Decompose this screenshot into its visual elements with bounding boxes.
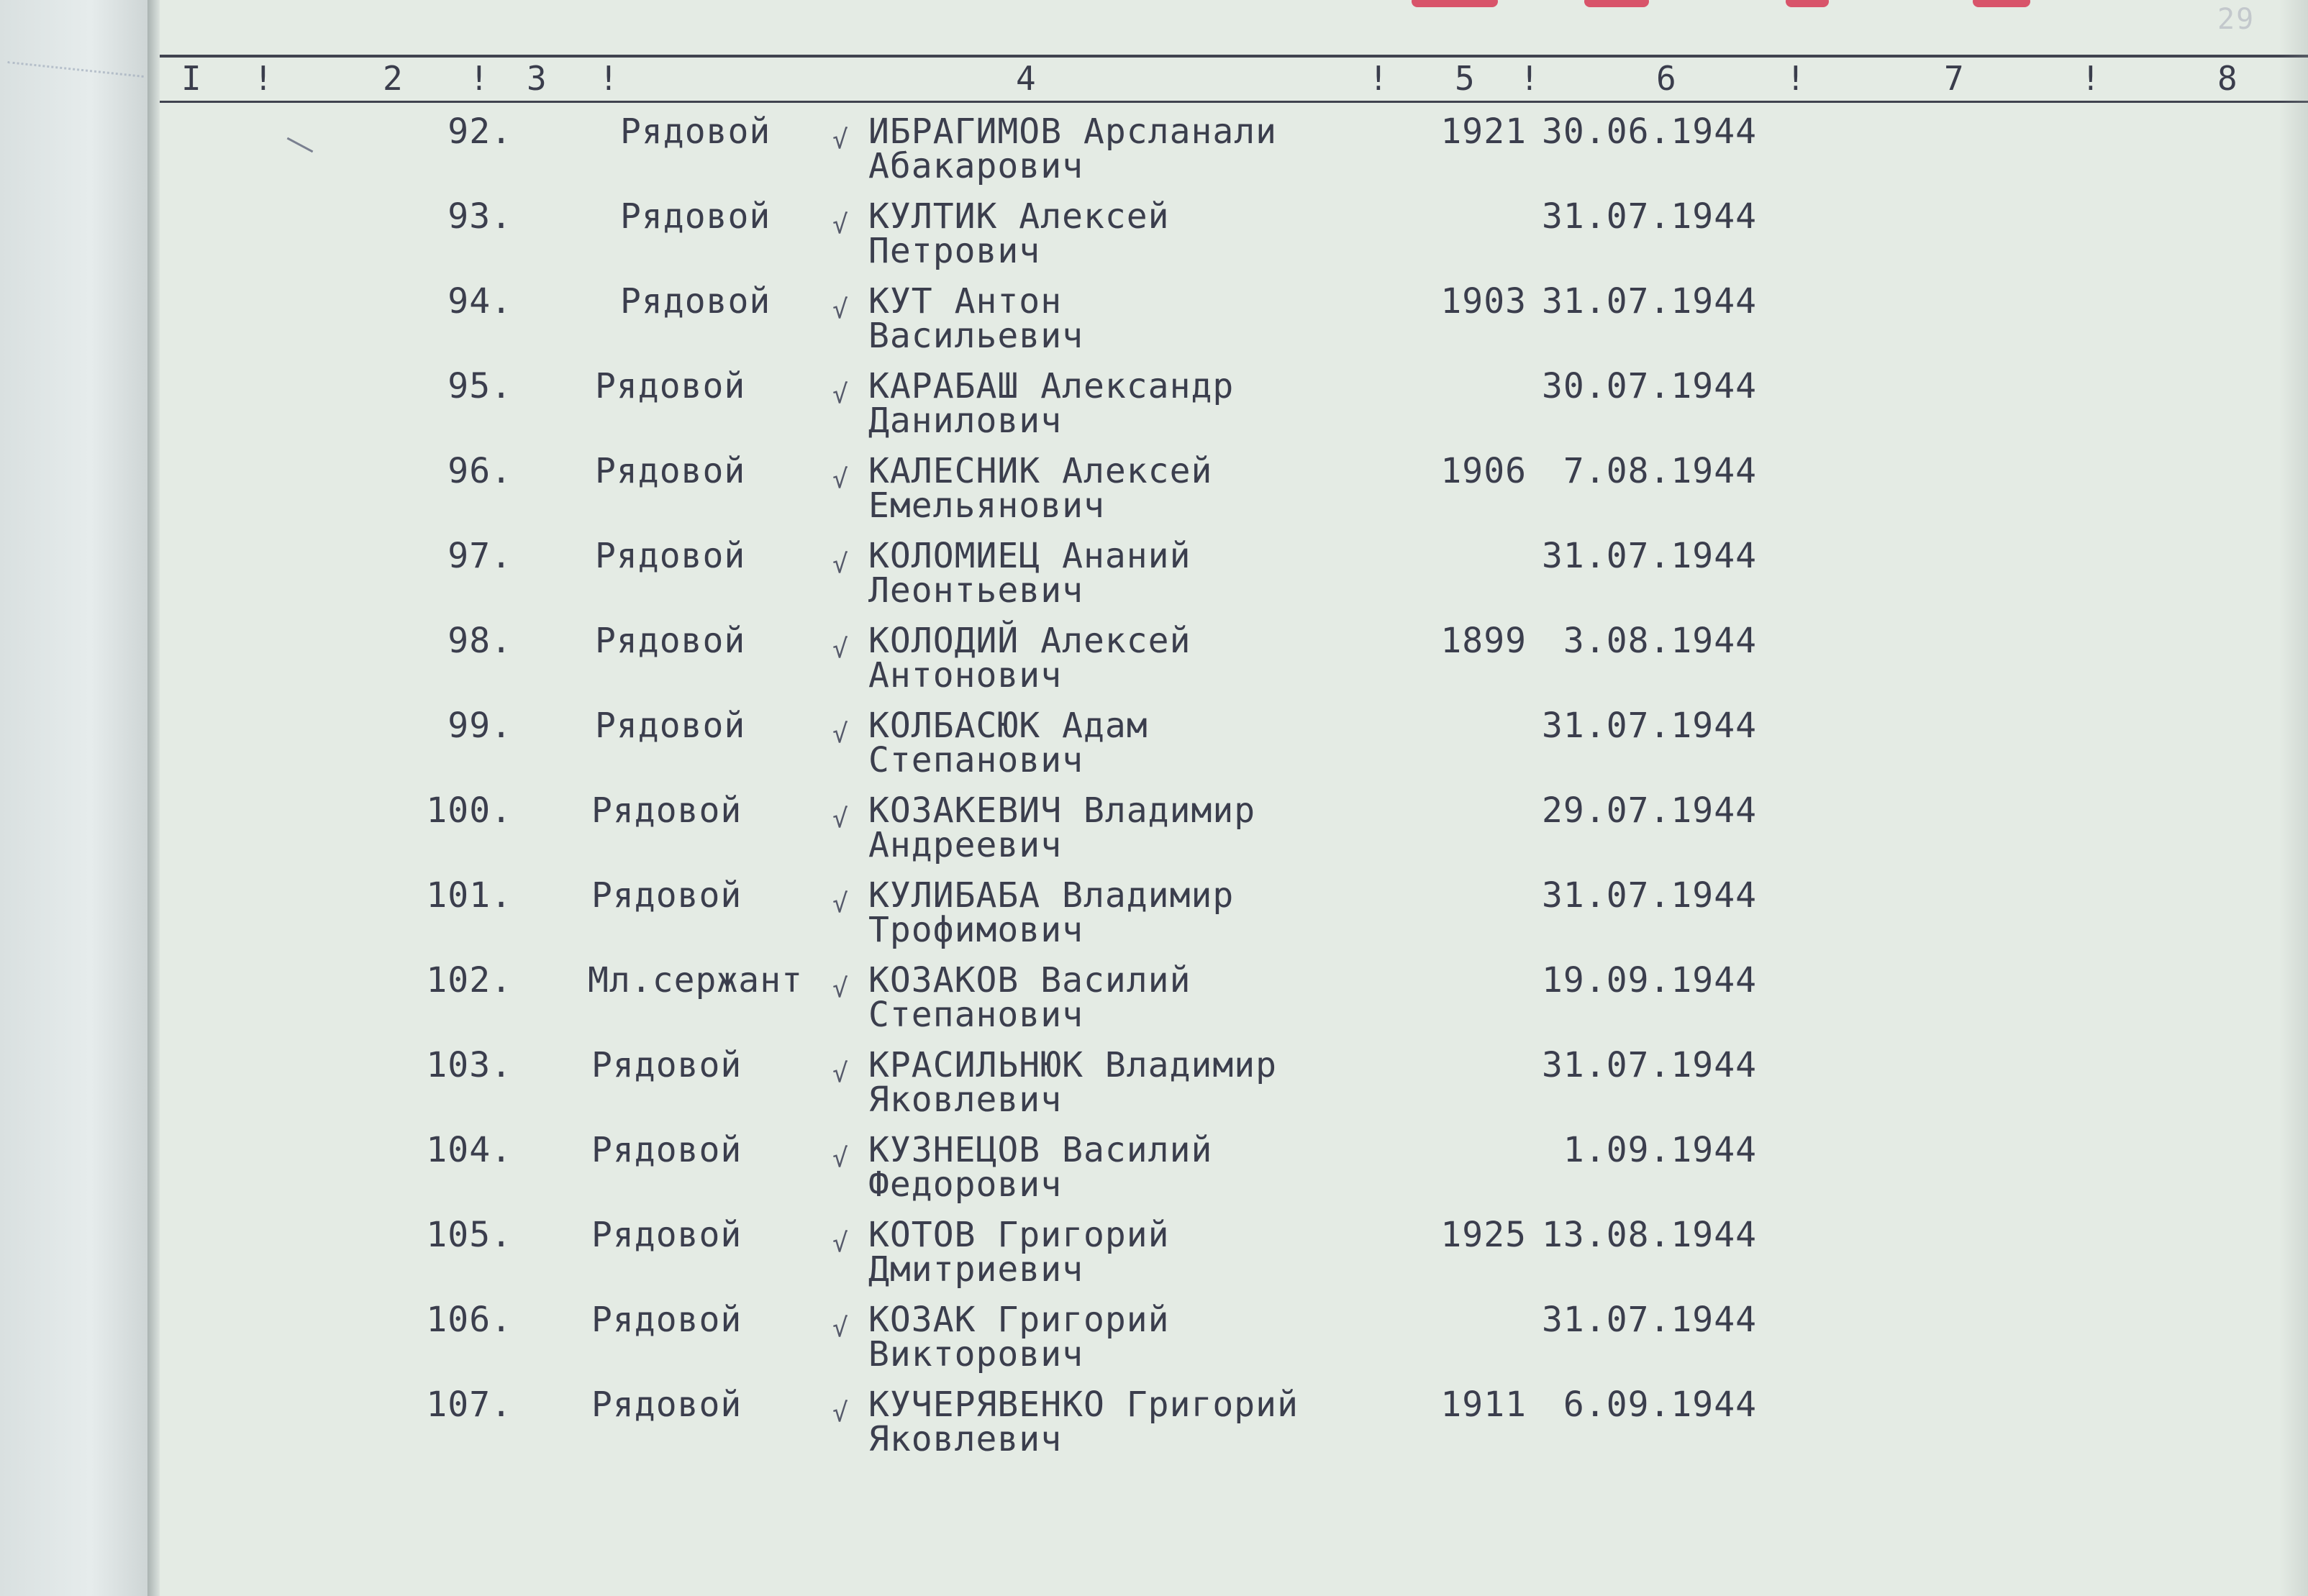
checkmark-icon: √ [832,889,849,918]
col-8-mark: 8 [2217,59,2237,98]
page-edge-shadow [2279,0,2308,1596]
record-row [160,1217,2308,1302]
record-date: 7.08.1944 [1563,451,1757,491]
record-rank: Рядовой [591,790,742,831]
checkmark-icon: √ [832,1228,849,1258]
record-date: 31.07.1944 [1542,1300,1757,1340]
record-row [160,790,2308,877]
record-number: 102. [426,960,512,1000]
record-rank: Рядовой [591,1300,742,1340]
record-number: 105. [426,1215,512,1255]
record-patronymic: Степанович [868,740,1083,780]
checkmark-icon: √ [832,295,849,324]
record-patronymic: Викторович [868,1334,1083,1374]
col-2-mark: 2 [383,59,403,98]
record-date: 31.07.1944 [1542,706,1757,746]
record-patronymic: Абакарович [868,146,1083,186]
record-date: 6.09.1944 [1563,1385,1757,1425]
col-7-mark: 7 [1944,59,1964,98]
record-date: 19.09.1944 [1542,960,1757,1000]
record-row [160,1132,2308,1217]
record-number: 104. [426,1130,512,1170]
red-stamp-fragment [1973,0,2030,7]
col-7-sep: ! [2081,59,2101,98]
record-date: 1.09.1944 [1563,1130,1757,1170]
col-3-mark: 3 [527,59,547,98]
record-surname-name: КОЛБАСЮК Адам [868,706,1148,746]
record-patronymic: Федорович [868,1164,1063,1205]
record-rank: Рядовой [595,621,746,661]
record-birth-year: 1911 [1440,1385,1527,1425]
page-number: 29 [2217,3,2255,36]
checkmark-icon: √ [832,1059,849,1088]
book-gutter [147,0,160,1596]
record-row [160,1302,2308,1387]
checkmark-icon: √ [832,974,849,1003]
col-5-mark: 5 [1455,59,1475,98]
record-date: 30.07.1944 [1542,366,1757,406]
checkmark-icon: √ [832,719,849,749]
checkmark-icon: √ [832,1313,849,1343]
record-number: 93. [447,196,512,237]
record-surname-name: КОЛОДИЙ Алексей [868,621,1191,661]
record-rank: Рядовой [591,1130,742,1170]
document-sheet [160,0,2308,1596]
checkmark-icon: √ [832,380,849,409]
checkmark-icon: √ [832,1144,849,1173]
record-rank: Рядовой [591,1385,742,1425]
record-patronymic: Васильевич [868,316,1083,356]
record-surname-name: КУЧЕРЯВЕНКО Григорий [868,1385,1299,1425]
record-row [160,196,2308,283]
record-number: 107. [426,1385,512,1425]
col-5-sep: ! [1519,59,1540,98]
record-surname-name: КРАСИЛЬНЮК Владимир [868,1045,1278,1085]
checkmark-icon: √ [832,465,849,494]
record-rank: Рядовой [620,281,771,322]
record-birth-year: 1921 [1440,111,1527,152]
record-rank: Рядовой [595,706,746,746]
record-patronymic: Андреевич [868,825,1063,865]
record-patronymic: Петрович [868,231,1041,271]
record-patronymic: Леонтьевич [868,570,1083,611]
col-6-sep: ! [1786,59,1806,98]
record-rank: Рядовой [591,1215,742,1255]
record-row [160,962,2308,1047]
col-6-mark: 6 [1656,59,1676,98]
red-stamp-fragment [1584,0,1649,7]
record-surname-name: КОЗАК Григорий [868,1300,1170,1340]
record-surname-name: КАЛЕСНИК Алексей [868,451,1213,491]
record-date: 31.07.1944 [1542,196,1757,237]
record-date: 13.08.1944 [1542,1215,1757,1255]
header-top-rule [160,55,2308,58]
left-page [0,0,151,1596]
record-number: 99. [447,706,512,746]
checkmark-icon: √ [832,804,849,834]
checkmark-icon: √ [832,550,849,579]
record-row [160,283,2308,368]
col-1-sep: ! [253,59,273,98]
record-row [160,877,2308,962]
record-rank: Мл.сержант [588,960,803,1000]
record-row [160,368,2308,453]
record-rank: Рядовой [595,536,746,576]
record-number: 101. [426,875,512,916]
red-stamp-fragment [1786,0,1829,7]
record-row [160,1387,2308,1472]
record-number: 96. [447,451,512,491]
header-bottom-rule [160,101,2308,103]
col-4-mark: 4 [1016,59,1036,98]
left-page-mark [7,61,143,79]
record-row [160,1047,2308,1132]
record-rank: Рядовой [595,451,746,491]
record-birth-year: 1906 [1440,451,1527,491]
record-date: 31.07.1944 [1542,281,1757,322]
record-number: 106. [426,1300,512,1340]
record-patronymic: Трофимович [868,910,1083,950]
col-1-mark: I [181,59,201,98]
record-patronymic: Степанович [868,995,1083,1035]
record-date: 31.07.1944 [1542,1045,1757,1085]
record-birth-year: 1903 [1440,281,1527,322]
record-row [160,623,2308,708]
record-rank: Рядовой [620,111,771,152]
record-number: 103. [426,1045,512,1085]
col-2-sep: ! [469,59,489,98]
record-row [160,708,2308,793]
record-patronymic: Антонович [868,655,1063,696]
checkmark-icon: √ [832,125,849,155]
record-surname-name: КОЛОМИЕЦ Ананий [868,536,1191,576]
record-date: 29.07.1944 [1542,790,1757,831]
record-rank: Рядовой [591,1045,742,1085]
record-surname-name: КУЛИБАБА Владимир [868,875,1235,916]
record-date: 3.08.1944 [1563,621,1757,661]
record-rank: Рядовой [591,875,742,916]
record-patronymic: Данилович [868,401,1063,441]
record-number: 95. [447,366,512,406]
record-surname-name: КУЗНЕЦОВ Василий [868,1130,1213,1170]
checkmark-icon: √ [832,210,849,240]
record-rank: Рядовой [595,366,746,406]
record-patronymic: Дмитриевич [868,1249,1083,1290]
col-4-sep: ! [1368,59,1389,98]
record-number: 100. [426,790,512,831]
record-surname-name: КУЛТИК Алексей [868,196,1170,237]
record-number: 92. [447,111,512,152]
record-row [160,453,2308,538]
col-3-sep: ! [599,59,619,98]
record-surname-name: КОЗАКОВ Василий [868,960,1191,1000]
record-patronymic: Яковлевич [868,1419,1063,1459]
record-date: 30.06.1944 [1542,111,1757,152]
record-row [160,538,2308,623]
record-patronymic: Емельянович [868,485,1105,526]
red-stamp-fragment [1412,0,1498,7]
record-number: 98. [447,621,512,661]
record-number: 94. [447,281,512,322]
record-surname-name: КАРАБАШ Александр [868,366,1235,406]
record-surname-name: КУТ Антон [868,281,1063,322]
record-birth-year: 1899 [1440,621,1527,661]
record-surname-name: ИБРАГИМОВ Арсланали [868,111,1278,152]
record-date: 31.07.1944 [1542,875,1757,916]
checkmark-icon: √ [832,634,849,664]
record-birth-year: 1925 [1440,1215,1527,1255]
record-date: 31.07.1944 [1542,536,1757,576]
record-row [160,111,2308,199]
record-number: 97. [447,536,512,576]
record-surname-name: КОЗАКЕВИЧ Владимир [868,790,1256,831]
checkmark-icon: √ [832,1398,849,1428]
record-surname-name: КОТОВ Григорий [868,1215,1170,1255]
record-patronymic: Яковлевич [868,1080,1063,1120]
record-rank: Рядовой [620,196,771,237]
